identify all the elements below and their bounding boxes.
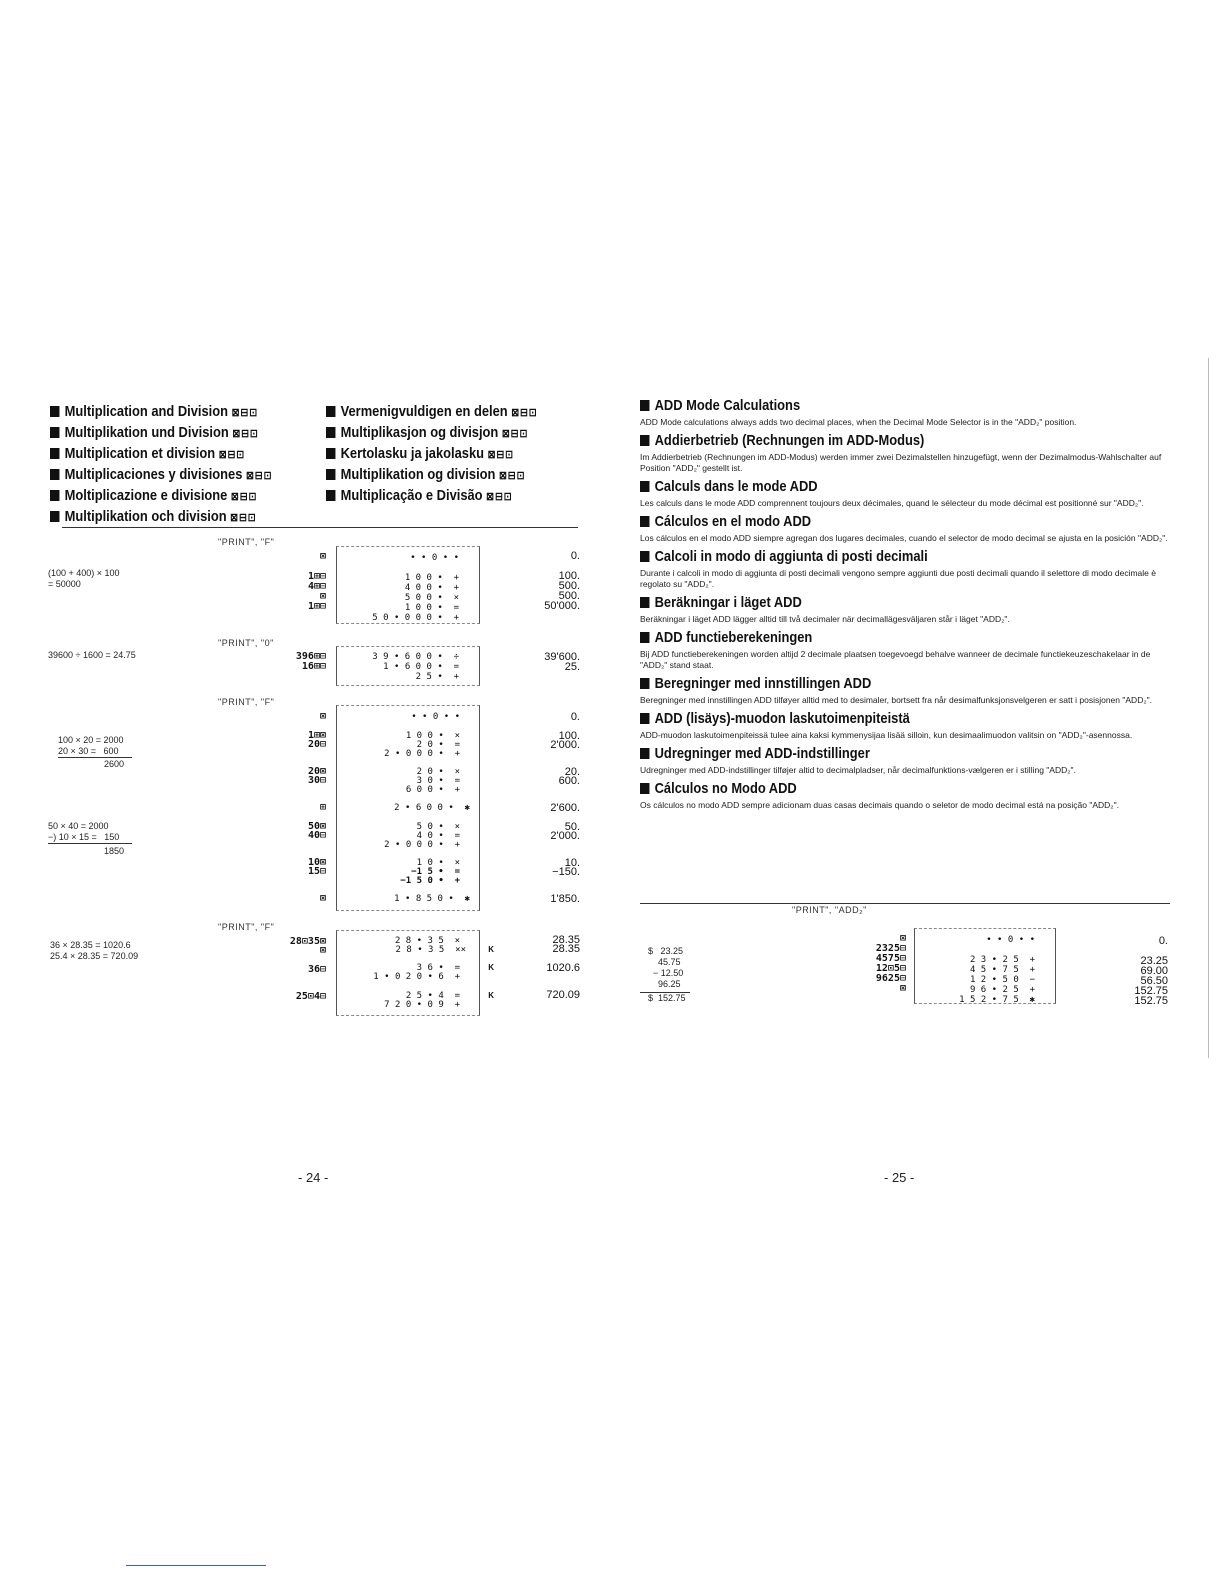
tape-line: 4 0 • = bbox=[416, 831, 460, 841]
heading: Kertolasku ja jakolasku ⊠⊟⊡ bbox=[326, 444, 550, 465]
section-text: Beregninger med innstillingen ADD tilføyer alltid med to desimaler, bortsett fra når desimalfunksjonsvelgeren er satt i posisjonen "ADD₂". bbox=[640, 695, 1153, 705]
heading: Moltiplicazione e divisione ⊠⊟⊡ bbox=[50, 486, 282, 507]
printer-tape bbox=[336, 546, 480, 624]
key: 30⊟ bbox=[307, 775, 326, 786]
key-sequence: 1⊞⊟ 4⊞⊟ ⊠ 1⊞⊟ bbox=[307, 571, 326, 612]
key: ⊠ bbox=[319, 945, 326, 956]
section-text: ADD Mode calculations always adds two decimal places, when the Decimal Mode Selector is in the "ADD₂" position. bbox=[640, 417, 1077, 427]
tape-line: • • 0 • • bbox=[411, 712, 460, 722]
key: ⊞ bbox=[319, 802, 326, 813]
equation-total: 1850 bbox=[104, 846, 125, 856]
key: 50⊠ bbox=[307, 821, 326, 832]
mode-setting: "PRINT", "F" bbox=[218, 922, 275, 932]
k-indicator: K bbox=[488, 991, 494, 1000]
equation: 50 × 40 = 2000 −) 10 × 15 = 150 bbox=[48, 821, 120, 842]
section-title: ADD functieberekeningen bbox=[654, 629, 813, 646]
display-value: 28.35 bbox=[552, 943, 580, 955]
k-indicator: K bbox=[488, 945, 494, 954]
tape-lines: • • 0 • • 2 3 • 2 5 + 4 5 • 7 5 + 1 2 • 5 0 − 9 6 • 2 5 + 1 5 2 • 7 5 ✱ bbox=[959, 935, 1035, 1005]
page-number-left: - 24 - bbox=[298, 1170, 329, 1185]
equation-total: $ 152.75 bbox=[648, 993, 686, 1003]
key: 28⊡35⊠ bbox=[289, 936, 326, 947]
equation: 100 × 20 = 2000 20 × 30 = 600 bbox=[58, 735, 124, 756]
mode-setting: "PRINT", "0" bbox=[218, 638, 274, 648]
display-value: 2'000. bbox=[550, 830, 580, 842]
tape-line: 1 0 0 • × bbox=[405, 731, 460, 741]
tape-line: 2 5 • 4 = bbox=[405, 991, 460, 1001]
bullet-icon bbox=[640, 400, 649, 411]
display-values: 0. 23.25 69.00 56.50 152.75 152.75 bbox=[1134, 935, 1168, 1007]
section-text: Bij ADD functieberekeningen worden altijd 2 decimale plaatsen toegevoegd behalve wanneer de decimale functiekeuzeschakelaar in de "ADD₂" stand staat. bbox=[640, 649, 1151, 670]
heading: Multiplikasjon og divisjon ⊠⊟⊡ bbox=[326, 423, 550, 444]
display-values: 39'600. 25. bbox=[544, 651, 580, 673]
section-title: ADD (lisäys)-muodon laskutoimenpiteistä bbox=[654, 710, 910, 727]
tape-line: 2 0 • × bbox=[416, 767, 460, 777]
key: ⊠ bbox=[319, 893, 326, 904]
display-value: 20. bbox=[564, 766, 580, 778]
bullet-icon bbox=[50, 511, 59, 522]
heading: Multiplicaciones y divisiones ⊠⊟⊡ bbox=[50, 465, 282, 486]
section bbox=[640, 397, 1172, 428]
tape-line: −1 5 0 • + bbox=[400, 876, 460, 886]
equation: 39600 ÷ 1600 = 24.75 bbox=[48, 650, 136, 660]
section-title: ADD Mode Calculations bbox=[654, 397, 801, 414]
key: 20⊠ bbox=[307, 766, 326, 777]
tape-line: 3 6 • = bbox=[416, 963, 460, 973]
section-title: Calculs dans le mode ADD bbox=[654, 478, 818, 495]
divider bbox=[640, 903, 1170, 904]
tape-lines: 3 9 • 6 0 0 • ÷ 1 • 6 0 0 • = 2 5 • + bbox=[372, 652, 459, 682]
key: 36⊟ bbox=[307, 964, 326, 975]
bullet-icon bbox=[326, 448, 335, 459]
tape-line: 6 0 0 • + bbox=[405, 785, 460, 795]
equation-total: 2600 bbox=[104, 759, 125, 769]
bullet-icon bbox=[326, 490, 335, 501]
section bbox=[640, 675, 1172, 706]
section-title: Cálculos no Modo ADD bbox=[654, 780, 797, 797]
display-value: 2'600. bbox=[550, 802, 580, 814]
bullet-icon bbox=[640, 516, 649, 527]
binding-edge-line bbox=[1208, 358, 1209, 1058]
display-value: 720.09 bbox=[546, 989, 580, 1001]
section-text: Durante i calcoli in modo di aggiunta di posti decimali vengono sempre aggiunti due posti decimali quando il selettore di modo decimale è regolato su "ADD₂". bbox=[640, 568, 1156, 589]
key: 10⊠ bbox=[307, 857, 326, 868]
tape-lines: • • 0 • • 1 0 0 • + 4 0 0 • + 5 0 0 • × 1 0 0 • = 5 0 • 0 0 0 • + bbox=[372, 553, 459, 623]
tape-line: 5 0 • × bbox=[416, 822, 460, 832]
bullet-icon bbox=[640, 678, 649, 689]
display-value: −150. bbox=[552, 866, 580, 878]
k-indicator: K bbox=[488, 963, 494, 972]
sum-line bbox=[48, 843, 132, 844]
key-sequence: ⊠ 2325⊟ 4575⊟ 12⊡5⊟ 9625⊟ ⊠ bbox=[875, 933, 906, 994]
heading: Multiplication and Division ⊠⊟⊡ bbox=[50, 402, 282, 423]
bullet-icon bbox=[50, 448, 59, 459]
key: 40⊟ bbox=[307, 830, 326, 841]
key: 20⊟ bbox=[307, 739, 326, 750]
bullet-icon bbox=[640, 435, 649, 446]
display-value: 100. bbox=[558, 730, 580, 742]
key-sequence: 396⊞⊟ 16⊞⊟ bbox=[295, 651, 326, 672]
sum-line bbox=[58, 757, 132, 758]
bullet-icon bbox=[326, 406, 335, 417]
section bbox=[640, 629, 1172, 671]
key: 15⊟ bbox=[307, 866, 326, 877]
section bbox=[640, 594, 1172, 625]
bullet-icon bbox=[640, 597, 649, 608]
equation: 36 × 28.35 = 1020.6 25.4 × 28.35 = 720.09 bbox=[50, 940, 139, 961]
bullet-icon bbox=[50, 427, 59, 438]
bullet-icon bbox=[640, 713, 649, 724]
printer-tape bbox=[336, 646, 480, 686]
heading: Multiplikation og division ⊠⊟⊡ bbox=[326, 465, 550, 486]
section-title: Calcoli in modo di aggiunta di posti decimali bbox=[654, 548, 928, 565]
tape-line: −1 5 • = bbox=[411, 867, 460, 877]
heading: Multiplikation och division ⊠⊟⊡ bbox=[50, 507, 282, 528]
heading: Vermenigvuldigen en delen ⊠⊟⊡ bbox=[326, 402, 550, 423]
tape-line: 2 • 0 0 0 • + bbox=[384, 840, 460, 850]
section-text: Udregninger med ADD-indstillinger tilføjer altid to decimalpladser, når decimalfunktions-vælgeren er i stilling "ADD₂". bbox=[640, 765, 1076, 775]
tape-line: 2 0 • = bbox=[416, 740, 460, 750]
display-value: 50. bbox=[564, 821, 580, 833]
section bbox=[640, 710, 1172, 741]
bottom-link-line bbox=[126, 1565, 266, 1566]
key: 25⊡4⊟ bbox=[295, 991, 326, 1002]
section-text: Les calculs dans le mode ADD comprennent toujours deux décimales, quand le sélecteur du mode décimal est positionné sur "ADD₂". bbox=[640, 498, 1144, 508]
mode-setting: "PRINT", "F" bbox=[218, 697, 275, 707]
key: ⊠ bbox=[319, 711, 326, 722]
mode-setting: "PRINT", "F" bbox=[218, 537, 275, 547]
equation: (100 + 400) × 100 = 50000 bbox=[48, 568, 120, 589]
mode-setting: "PRINT", "ADD₂" bbox=[792, 905, 867, 915]
display-value: 10. bbox=[564, 857, 580, 869]
section bbox=[640, 745, 1172, 776]
bullet-icon bbox=[640, 783, 649, 794]
section-text: Os cálculos no modo ADD sempre adicionam duas casas decimais quando o seletor de modo decimal está na posição "ADD₂". bbox=[640, 800, 1119, 810]
tape-line: 2 8 • 3 5 ×× bbox=[395, 945, 466, 955]
page-number-right: - 25 - bbox=[884, 1170, 915, 1185]
bullet-icon bbox=[326, 469, 335, 480]
bullet-icon bbox=[640, 632, 649, 643]
divider bbox=[62, 527, 578, 528]
display-value: 1020.6 bbox=[546, 962, 580, 974]
section-title: Beregninger med innstillingen ADD bbox=[654, 675, 872, 692]
bullet-icon bbox=[50, 406, 59, 417]
key: 1⊞⊠ bbox=[307, 730, 326, 741]
bullet-icon bbox=[640, 551, 649, 562]
heading: Multiplicação e Divisão ⊠⊟⊡ bbox=[326, 486, 550, 507]
section-text: ADD-muodon laskutoimenpiteissä tulee aina kaksi kymmenysijaa lisää silloin, kun desimaalimuodon valitsin on "ADD₂"-asennossa. bbox=[640, 730, 1133, 740]
display-value: 600. bbox=[558, 775, 580, 787]
display-value: 2'000. bbox=[550, 739, 580, 751]
section-text: Los cálculos en el modo ADD siempre agregan dos lugares decimales, cuando el selector de modo decimal se ajusta en la posición "ADD₂". bbox=[640, 533, 1168, 543]
section-title: Beräkningar i läget ADD bbox=[654, 594, 802, 611]
tape-line: 2 • 0 0 0 • + bbox=[384, 749, 460, 759]
tape-line: 1 • 0 2 0 • 6 + bbox=[373, 972, 460, 982]
left-headings-col2 bbox=[326, 402, 586, 507]
left-headings-col1 bbox=[50, 402, 320, 528]
section bbox=[640, 478, 1172, 509]
tape-line: 2 8 • 3 5 × bbox=[394, 936, 460, 946]
printer-tape bbox=[914, 928, 1056, 1004]
key-sequence: ⊠ bbox=[319, 551, 326, 562]
section bbox=[640, 548, 1172, 590]
section-text: Im Addierbetrieb (Rechnungen im ADD-Modus) werden immer zwei Dezimalstellen hinzugefügt, wenn der Dezimalmodus-Wahlschalter auf Position "ADD₂" gestellt ist. bbox=[640, 452, 1162, 473]
heading: Multiplication et division ⊠⊟⊡ bbox=[50, 444, 282, 465]
section-title: Udregninger med ADD-indstillinger bbox=[654, 745, 870, 762]
display-value: 28.35 bbox=[552, 934, 580, 946]
tape-line: 3 0 • = bbox=[416, 776, 460, 786]
section-title: Cálculos en el modo ADD bbox=[654, 513, 812, 530]
heading: Multiplikation und Division ⊠⊟⊡ bbox=[50, 423, 282, 444]
bullet-icon bbox=[50, 490, 59, 501]
bullet-icon bbox=[640, 748, 649, 759]
section-title: Addierbetrieb (Rechnungen im ADD-Modus) bbox=[654, 432, 925, 449]
tape-line: 1 • 8 5 0 • ✱ bbox=[394, 894, 470, 904]
display-value: 1'850. bbox=[550, 893, 580, 905]
section bbox=[640, 780, 1172, 811]
tape-line: 1 0 • × bbox=[416, 858, 460, 868]
bullet-icon bbox=[50, 469, 59, 480]
right-sections bbox=[640, 397, 1172, 815]
bullet-icon bbox=[326, 427, 335, 438]
section bbox=[640, 432, 1172, 474]
display-value: 0. bbox=[570, 711, 580, 723]
equation: $ 23.25 45.75 − 12.50 96.25 bbox=[648, 946, 684, 989]
display-values: 0. 100. 500. 500. 50'000. bbox=[544, 550, 580, 612]
section bbox=[640, 513, 1172, 544]
bullet-icon bbox=[640, 481, 649, 492]
tape-line: 2 • 6 0 0 • ✱ bbox=[394, 803, 470, 813]
tape-line: 7 2 0 • 0 9 + bbox=[384, 1000, 460, 1010]
section-text: Beräkningar i läget ADD lägger alltid till två decimaler när decimallägesväljaren står i läget "ADD₂". bbox=[640, 614, 1010, 624]
